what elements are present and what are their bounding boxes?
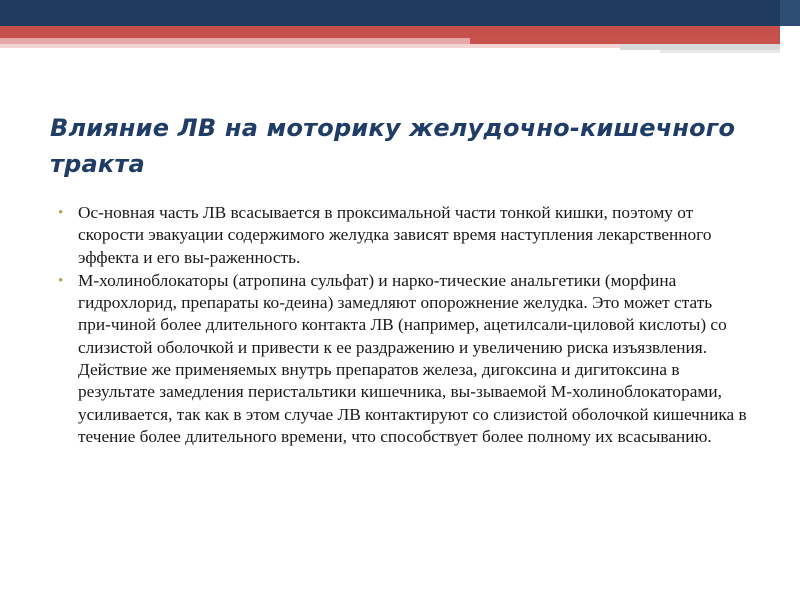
header-band-navy-edge [780,0,800,26]
bullet-item [58,270,748,448]
header-band-red [0,26,800,38]
bullet-dot-icon: • [58,272,64,289]
bullet-item [58,202,748,269]
slide-title: Влияние ЛВ на моторику желудочно-кишечного тракта [50,114,736,178]
header-band-right-gap [780,26,800,48]
bullet-text: М-холиноблокаторы (атропина сульфат) и нарко-тические анальгетики (морфина гидрохлорид, препараты ко-деина) замедляют опорожнение желудка. Это может стать при-чиной более длительного контакта ЛВ (например, ацетилсали-циловой кислоты) со слизистой оболочкой и привести к ее раздражению и увеличению риска изъязвления. Действие же применяемых внутрь препаратов железа, дигоксина и дигитоксина в результате замедления перистальтики кишечника, вы-зываемой М-холиноблокаторами, усиливается, так как в этом случае ЛВ контактируют со слизистой оболочкой кишечника в течение более длительного времени, что способствует более полному их всасыванию. [78,270,747,446]
bullet-text: Ос-новная часть ЛВ всасывается в проксимальной части тонкой кишки, поэтому от скорости эвакуации содержимого желудка зависят время наступления лекарственного эффекта и его вы-раженность. [78,203,712,267]
header-band-navy [0,0,780,26]
header-band-grey-thin [660,50,780,53]
bullet-list [58,202,748,449]
bullet-dot-icon: • [58,205,64,221]
